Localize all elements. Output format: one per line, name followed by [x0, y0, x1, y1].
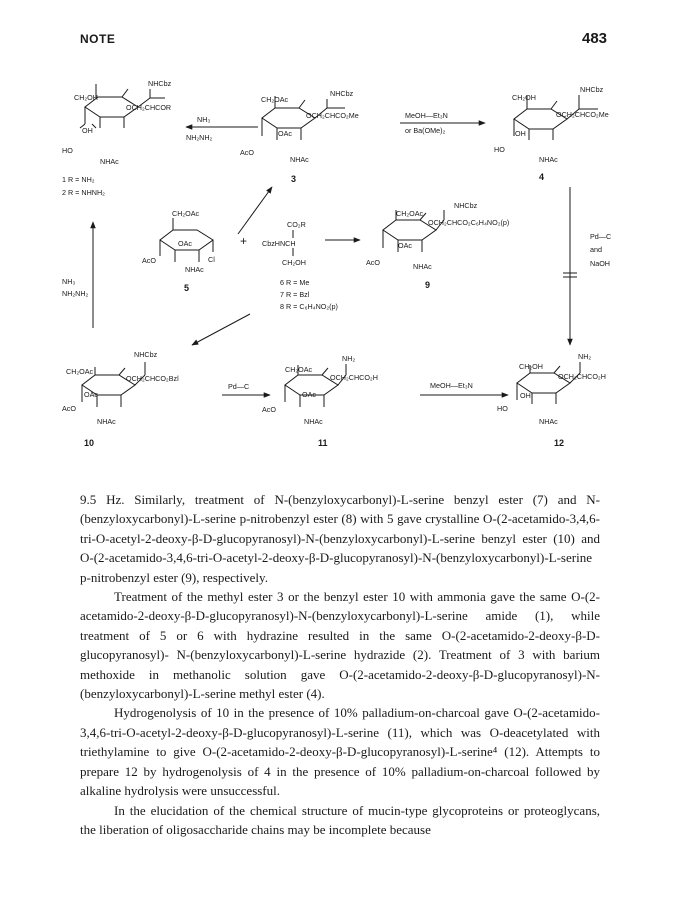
aleft-l2: NH₂NH₂ — [62, 289, 89, 298]
s10-side-chain: OCH₂CHCO₂Bzl — [126, 374, 179, 383]
a1-bottom: NH₂NH₂ — [186, 133, 213, 142]
s4-side-chain: OCH₂CHCO₂Me — [556, 110, 609, 119]
compound-12-number: 12 — [554, 438, 565, 448]
s11-nh2: NH₂ — [342, 354, 356, 363]
a4-top: MeOH—Et₃N — [430, 381, 473, 390]
compound-10-number: 10 — [84, 438, 95, 448]
a3-top: Pd—C — [228, 382, 250, 391]
compound-9-number: 9 — [425, 280, 431, 290]
s5-oac: OAc — [178, 239, 192, 248]
s4-oh: OH — [515, 129, 526, 138]
s12-ch2oh: CH₂OH — [519, 362, 543, 371]
s3-ch2oac: CH₂OAc — [261, 95, 289, 104]
a2-bottom: or Ba(OMe)₂ — [405, 126, 446, 135]
s5-nhac: NHAc — [185, 265, 204, 274]
s1-oh: OH — [82, 126, 93, 135]
s12-ho: HO — [497, 404, 508, 413]
ser-ch2oh: CH₂OH — [282, 258, 306, 267]
aleft-l1: NH₃ — [62, 277, 76, 286]
page-number: 483 — [582, 30, 608, 47]
arrow-to-10 — [192, 314, 250, 345]
s12-nh2: NH₂ — [578, 352, 592, 361]
s1-nhcbz: NHCbz — [148, 79, 172, 88]
s1-note-r2: 2 R = NHNH₂ — [62, 188, 105, 197]
arrow-to-3 — [238, 187, 272, 234]
ser-r8: 8 R = C₆H₄NO₂(p) — [280, 302, 338, 311]
s9-nhcbz: NHCbz — [454, 201, 478, 210]
s5-cl: Cl — [208, 255, 215, 264]
s9-nhac: NHAc — [413, 262, 432, 271]
s3-side-chain: OCH₂CHCO₂Me — [306, 111, 359, 120]
s10-nhac: NHAc — [97, 417, 116, 426]
body-text — [80, 490, 600, 839]
compound-3-number: 3 — [291, 174, 297, 184]
s3-nhac: NHAc — [290, 155, 309, 164]
compound-11-number: 11 — [318, 438, 328, 448]
s1-side-chain: OCH₂CHCOR — [126, 103, 172, 112]
compound-5-number: 5 — [184, 283, 190, 293]
s5-ch2oac: CH₂OAc — [172, 209, 200, 218]
s10-oac: OAc — [84, 390, 98, 399]
s10-aco: AcO — [62, 404, 76, 413]
s4-nhac: NHAc — [539, 155, 558, 164]
s12-side-chain: OCH₂CHCO₂H — [558, 372, 606, 381]
compound-4-number: 4 — [539, 172, 545, 182]
paragraph-2: Treatment of the methyl ester 3 or the benzyl ester 10 with ammonia gave the same O-(2-acetamido-2-deoxy-β-D-glucopyranosyl)-N-(benzyloxycarbonyl)-L-serine amide (1), while treatment of 5 or 6 with hydrazine resulted in the same O-(2-acetamido-2-deoxy-β-D-glucopyranosyl)- N-(benzyloxycarbonyl)-L-serine hydrazide (2). Treatment of 3 with barium methoxide in methanolic solution gave O-(2-acetamido-2-deoxy-β-D-glucopyranosyl)-N-(benzyloxycarbonyl)-L-serine methyl ester (4). — [80, 589, 600, 702]
paragraph-4: In the elucidation of the chemical structure of mucin-type glycoproteins or proteoglycans, the liberation of oligosaccharide chains may be incomplete because — [80, 802, 600, 837]
s4-nhcbz: NHCbz — [580, 85, 604, 94]
plus-sign: + — [240, 234, 248, 248]
s9-side-chain: OCH₂CHCO₂C₆H₄NO₂(p) — [428, 218, 510, 227]
s11-oac: OAc — [302, 390, 316, 399]
s3-oac: OAc — [278, 129, 292, 138]
s11-nhac: NHAc — [304, 417, 323, 426]
s9-aco: AcO — [366, 258, 380, 267]
a1-top: NH₃ — [197, 115, 211, 124]
aright-l2: and — [590, 245, 602, 254]
s1-ho: HO — [62, 146, 73, 155]
s12-oh: OH — [520, 391, 531, 400]
paragraph-3: Hydrogenolysis of 10 in the presence of 10% palladium-on-charcoal gave O-(2-acetamido-3,4,6-tri-O-acetyl-2-deoxy-β-D-glucopyranosyl)-L-serine (11), which was O-deacetylated with triethylamine to give O-(2-acetamido-2-deoxy-β-D-glucopyranosyl)-L-serine⁴ (12). Attempts to prepare 12 by hydrogenolysis of 4 in the presence of 10% palladium-on-charcoal followed by alkaline hydrolysis were unsuccessful. — [80, 705, 600, 799]
ser-cbzhnch: CbzHNCH — [262, 239, 296, 248]
running-header: NOTE — [80, 32, 116, 46]
s4-ch2oh: CH₂OH — [512, 93, 536, 102]
s9-oac: OAc — [398, 241, 412, 250]
s1-ch2oh: CH₂OH — [74, 93, 98, 102]
s1-nhac: NHAc — [100, 157, 119, 166]
s10-ch2oac: CH₂OAc — [66, 367, 94, 376]
s9-ch2oac: CH₂OAc — [396, 209, 424, 218]
aright-l3: NaOH — [590, 259, 610, 268]
s11-aco: AcO — [262, 405, 276, 414]
s3-nhcbz: NHCbz — [330, 89, 354, 98]
ser-co2r: CO₂R — [287, 220, 306, 229]
ser-r7: 7 R = Bzl — [280, 290, 310, 299]
s11-ch2oac: CH₂OAc — [285, 365, 313, 374]
s4-ho: HO — [494, 145, 505, 154]
ser-r6: 6 R = Me — [280, 278, 310, 287]
s5-aco: AcO — [142, 256, 156, 265]
s11-side-chain: OCH₂CHCO₂H — [330, 373, 378, 382]
s12-nhac: NHAc — [539, 417, 558, 426]
aright-l1: Pd—C — [590, 232, 612, 241]
s1-note-r1: 1 R = NH₂ — [62, 175, 95, 184]
s10-nhcbz: NHCbz — [134, 350, 158, 359]
a2-top: MeOH—Et₃N — [405, 111, 448, 120]
s3-aco: AcO — [240, 148, 254, 157]
paragraph-1: 9.5 Hz. Similarly, treatment of N-(benzyloxycarbonyl)-L-serine benzyl ester (7) and N-(benzyloxycarbonyl)-L-serine p-nitrobenzyl ester (8) with 5 gave crystalline O-(2-acetamido-3,4,6-tri-O-acetyl-2-deoxy-β-D-glucopyranosyl)-N-(benzyloxycarbonyl)-L-serine benzyl ester (10) and O-(2-acetamido-3,4,6-tri-O-acetyl-2-deoxy-β-D-glucopyranosyl)-N-(benzyloxycarbonyl)-L-serine p-nitrobenzyl ester (9), respectively. — [80, 492, 600, 585]
reaction-scheme — [0, 60, 679, 455]
